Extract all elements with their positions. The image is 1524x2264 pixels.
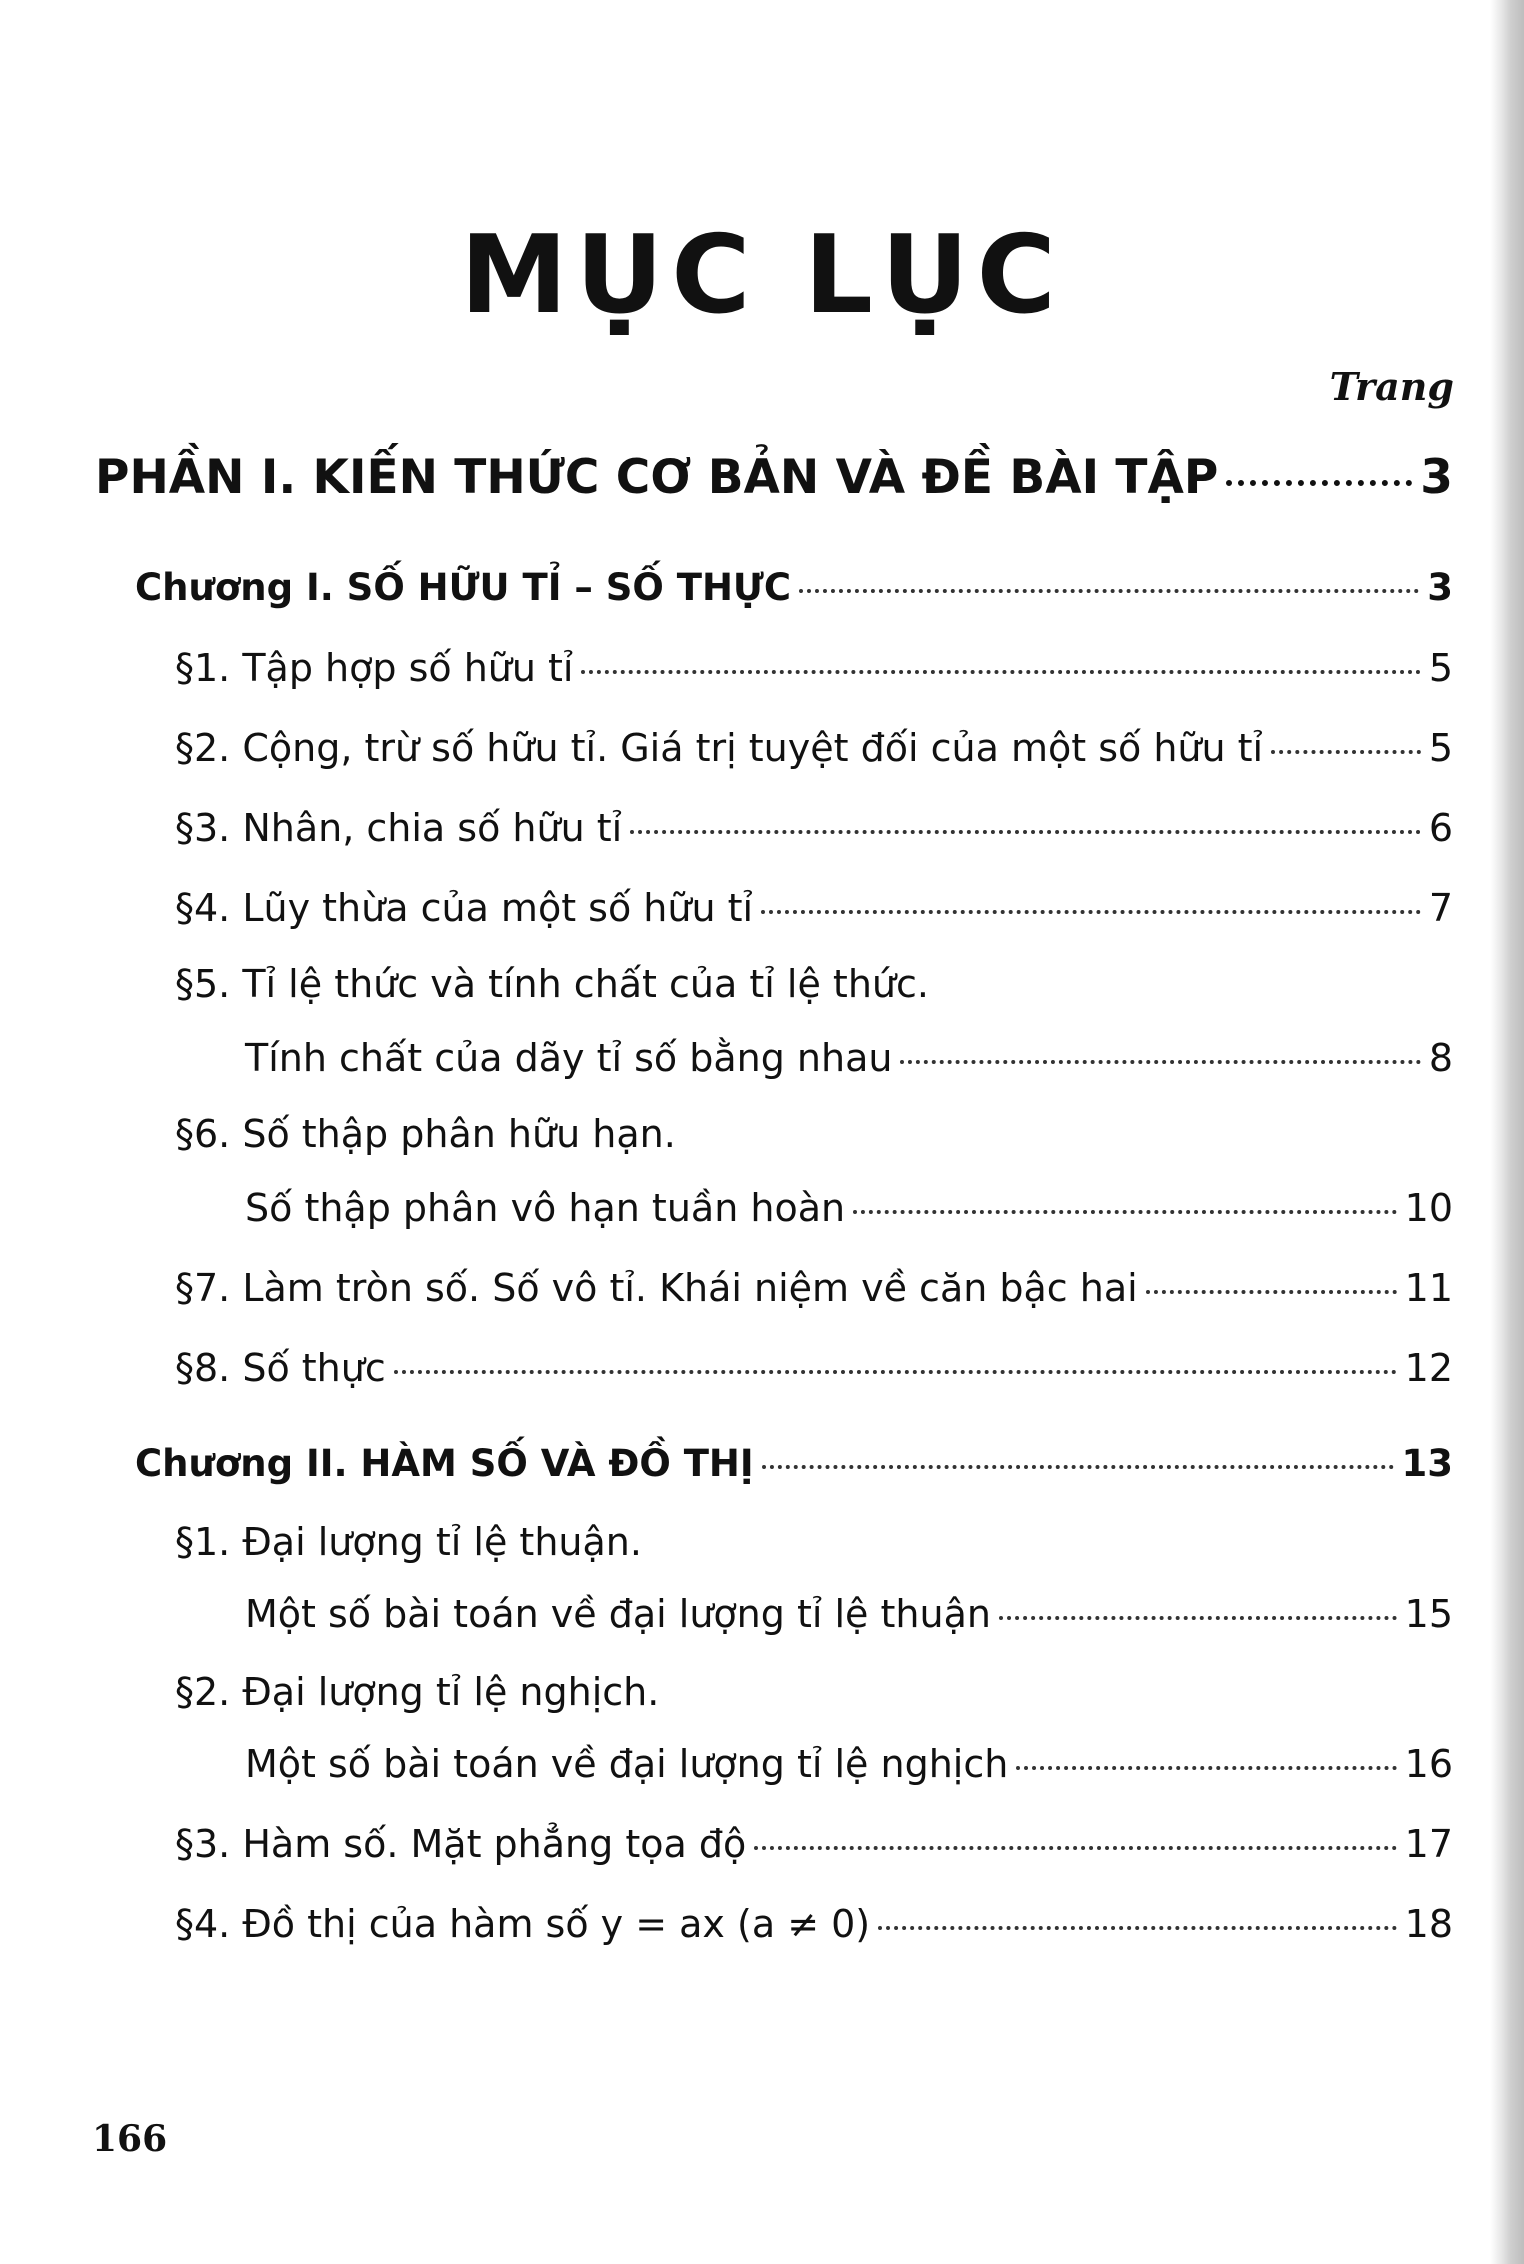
dot-leader xyxy=(799,589,1419,593)
dot-leader xyxy=(630,830,1421,834)
dot-leader xyxy=(754,1846,1396,1850)
toc-entry[interactable] xyxy=(245,1036,1453,1080)
toc-chapter-1[interactable] xyxy=(135,566,1453,609)
toc-entry-continuation: Số thập phân vô hạn tuần hoàn xyxy=(245,1186,846,1230)
dot-leader xyxy=(999,1616,1397,1620)
toc-part-1[interactable] xyxy=(95,450,1453,505)
dot-leader xyxy=(762,1465,1394,1469)
toc-page-number: 3 xyxy=(1427,566,1453,609)
toc-entry-label: §2. Đại lượng tỉ lệ nghịch. xyxy=(175,1670,660,1714)
toc-page-number: 11 xyxy=(1404,1266,1453,1310)
toc-entry-label: §8. Số thực xyxy=(175,1346,386,1390)
toc-entry-label: §5. Tỉ lệ thức và tính chất của tỉ lệ thức. xyxy=(175,962,929,1006)
toc-entry-label: §3. Hàm số. Mặt phẳng tọa độ xyxy=(175,1822,747,1866)
toc-page-number: 12 xyxy=(1404,1346,1453,1390)
toc-part-label: PHẦN I. KIẾN THỨC CƠ BẢN VÀ ĐỀ BÀI TẬP xyxy=(95,450,1219,505)
dot-leader xyxy=(394,1370,1397,1374)
toc-page-number: 7 xyxy=(1428,886,1453,930)
toc-entry-label: §1. Tập hợp số hữu tỉ xyxy=(175,646,574,690)
toc-entry-label: §6. Số thập phân hữu hạn. xyxy=(175,1112,676,1156)
toc-entry[interactable] xyxy=(245,1742,1453,1786)
page-title: MỤC LỤC xyxy=(460,213,1064,338)
dot-leader xyxy=(1271,750,1421,754)
toc-entry[interactable] xyxy=(175,806,1453,850)
dot-leader xyxy=(581,670,1420,674)
dot-leader xyxy=(1146,1290,1397,1294)
toc-page-number: 16 xyxy=(1404,1742,1453,1786)
toc-entry-label: §4. Đồ thị của hàm số y = ax (a ≠ 0) xyxy=(175,1902,871,1946)
toc-entry-continuation: Tính chất của dãy tỉ số bằng nhau xyxy=(245,1036,893,1080)
dot-leader xyxy=(1226,480,1412,486)
toc-chapter-2[interactable] xyxy=(135,1442,1453,1485)
toc-page-number: 8 xyxy=(1428,1036,1453,1080)
dot-leader xyxy=(853,1210,1397,1214)
dot-leader xyxy=(761,910,1421,914)
toc-page-number: 15 xyxy=(1404,1592,1453,1636)
toc-entry-continuation: Một số bài toán về đại lượng tỉ lệ nghịch xyxy=(245,1742,1009,1786)
toc-chapter-label: Chương II. HÀM SỐ VÀ ĐỒ THỊ xyxy=(135,1442,754,1485)
toc-page-number: 13 xyxy=(1401,1442,1453,1485)
dot-leader xyxy=(900,1060,1420,1064)
toc-entry-continuation: Một số bài toán về đại lượng tỉ lệ thuận xyxy=(245,1592,991,1636)
toc-page-number: 10 xyxy=(1404,1186,1453,1230)
page-number: 166 xyxy=(92,2118,168,2160)
toc-page-number: 18 xyxy=(1404,1902,1453,1946)
toc-entry[interactable] xyxy=(175,886,1453,930)
dot-leader xyxy=(878,1926,1397,1930)
toc-entry-label: §4. Lũy thừa của một số hữu tỉ xyxy=(175,886,754,930)
toc-entry[interactable] xyxy=(175,1902,1453,1946)
page-edge-shadow xyxy=(1490,0,1524,2264)
dot-leader xyxy=(1016,1766,1396,1770)
toc-entry[interactable] xyxy=(175,1822,1453,1866)
toc-entry[interactable] xyxy=(175,646,1453,690)
page-column-label: Trang xyxy=(1329,364,1454,409)
toc-page-number: 5 xyxy=(1428,726,1453,770)
toc-entry[interactable] xyxy=(175,726,1453,770)
toc-entry[interactable] xyxy=(245,1592,1453,1636)
toc-entry-label: §2. Cộng, trừ số hữu tỉ. Giá trị tuyệt đối của một số hữu tỉ xyxy=(175,726,1264,770)
toc-entry-label: §7. Làm tròn số. Số vô tỉ. Khái niệm về căn bậc hai xyxy=(175,1266,1138,1310)
toc-page-number: 5 xyxy=(1428,646,1453,690)
toc-entry[interactable] xyxy=(175,1266,1453,1310)
toc-entry-label: §3. Nhân, chia số hữu tỉ xyxy=(175,806,623,850)
toc-page-number: 17 xyxy=(1404,1822,1453,1866)
toc-chapter-label: Chương I. SỐ HỮU TỈ – SỐ THỰC xyxy=(135,566,791,609)
toc-entry-label: §1. Đại lượng tỉ lệ thuận. xyxy=(175,1520,642,1564)
toc-entry[interactable] xyxy=(175,1346,1453,1390)
toc-page-number: 6 xyxy=(1428,806,1453,850)
toc-entry[interactable] xyxy=(245,1186,1453,1230)
toc-page-number: 3 xyxy=(1420,450,1453,505)
